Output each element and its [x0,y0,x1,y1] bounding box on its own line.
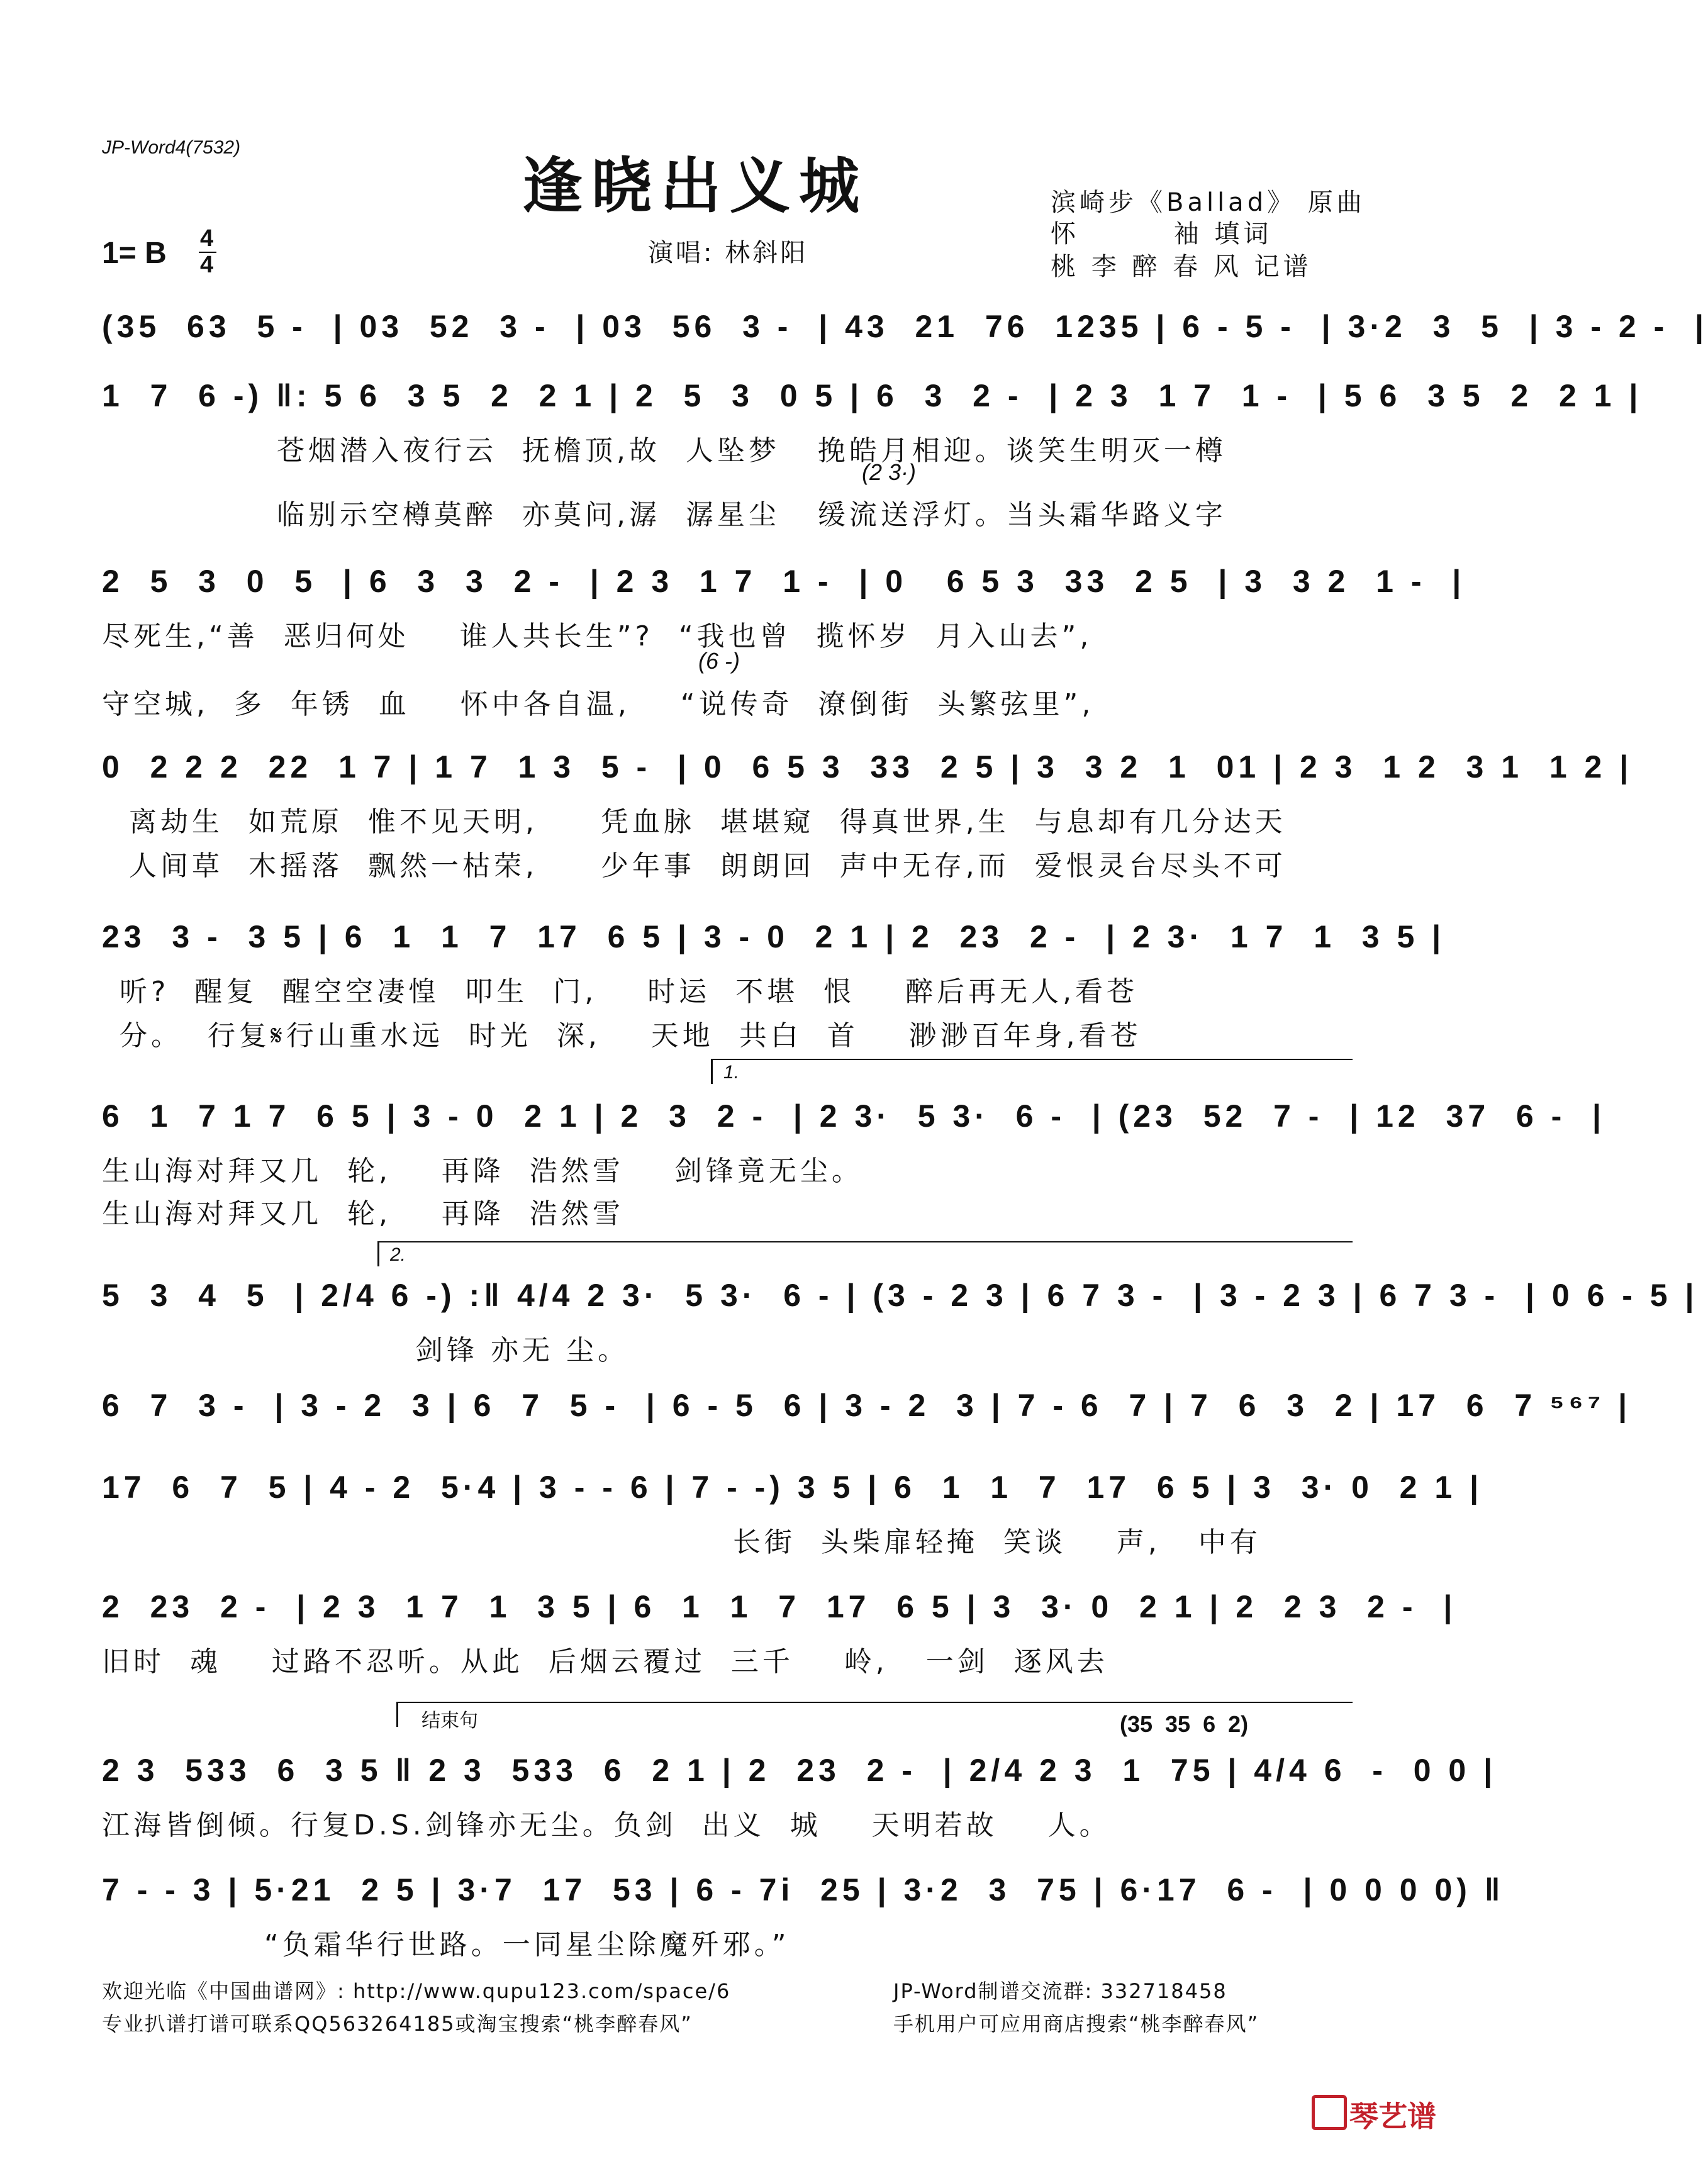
volta-1-label: 1. [723,1062,740,1083]
system-9-lyric-1: 长街 头柴扉轻掩 笑谈 声, 中有 [733,1526,1261,1558]
system-8-notes: 6 7 3 - | 3 - 2 3 | 6 7 5 - | 6 - 5 6 | 3 - 2 3 | 7 - 6 7 | 7 6 3 2 | 17 6 7 ⁵⁶⁷ | [102,1388,1632,1423]
system-7-notes: 5 3 4 5 | 2/4 6 -) :‖ 4/4 2 3· 5 3· 6 - | (3 - 2 3 | 6 7 3 - | 3 - 2 3 | 6 7 3 - | 0 6 - 5 | [102,1278,1699,1313]
system-2-lyric-2: 临别示空樽莫醉 亦莫问,潺 潺星尘 缓流送浮灯。当头霜华路义字 [277,499,1227,531]
system-6-lyric-1: 生山海对拜又几 轮, 再降 浩然雪 剑锋竟无尘。 [102,1155,863,1187]
system-5-notes: 23 3 - 3 5 | 6 1 1 7 17 6 5 | 3 - 0 2 1 | 2 23 2 - | 2 3· 1 7 1 3 5 | [102,919,1446,954]
credit-composer: 滨崎步《Ballad》 原曲 [1051,188,1366,217]
system-11-notes: 2 3 533 6 3 5 ‖ 2 3 533 6 2 1 | 2 23 2 - | 2/4 2 3 1 75 | 4/4 6 - 0 0 | [102,1753,1497,1788]
system-1-notes: (35 63 5 - | 03 52 3 - | 03 56 3 - | 43 21 76 1235 | 6 - 5 - | 3·2 3 5 | 3 - 2 - | [102,309,1708,344]
system-10-lyric-1: 旧时 魂 过路不忍听。从此 后烟云覆过 三千 岭, 一剑 逐风去 [102,1646,1108,1678]
system-10-notes: 2 23 2 - | 2 3 1 7 1 3 5 | 6 1 1 7 17 6 5 | 3 3· 0 2 1 | 2 2 3 2 - | [102,1589,1457,1624]
credit-lyricist: 怀 袖 填词 [1051,220,1273,248]
system-6-lyric-2: 生山海对拜又几 轮, 再降 浩然雪 [102,1198,624,1230]
coda-line [396,1702,1353,1703]
footer-mobile: 手机用户可应用商店搜索“桃李醉春风” [893,2012,1259,2036]
system-11-paren: (35 35 6 2) [1120,1711,1249,1737]
footer-website: 欢迎光临《中国曲谱网》: http://www.qupu123.com/space/6 [102,1979,731,2003]
coda-hook [396,1702,398,1727]
footer-contact: 专业扒谱打谱可联系QQ563264185或淘宝搜索“桃李醉春风” [102,2012,693,2036]
time-signature-top: 4 [200,225,214,252]
page-title: 逢晓出义城 [522,150,868,221]
volta-2-hook [377,1241,379,1266]
system-2-notes: 1 7 6 -) ‖: 5 6 3 5 2 2 1 | 2 5 3 0 5 | 6 3 2 - | 2 3 1 7 1 - | 5 6 3 5 2 2 1 | [102,378,1643,413]
volta-2-line [377,1241,1353,1242]
brand-logo-icon [1312,2095,1347,2130]
volta-1-hook [711,1059,713,1084]
system-2-lyric-1: 苍烟潜入夜行云 抚檐顶,故 人坠梦 挽皓月相迎。谈笑生明灭一樽 [277,435,1227,467]
system-3-paren: (6 -) [698,648,740,674]
system-2-paren: (2 3·) [862,459,917,485]
key-signature: 1= B [102,237,167,270]
system-12-notes: 7 - - 3 | 5·21 2 5 | 3·7 17 53 | 6 - 7i 25 | 3·2 3 75 | 6·17 6 - | 0 0 0 0) ‖ [102,1872,1505,1907]
time-signature-bottom: 4 [200,252,214,278]
system-4-notes: 0 2 2 2 22 1 7 | 1 7 1 3 5 - | 0 6 5 3 33 2 5 | 3 3 2 1 01 | 2 3 1 2 3 1 1 2 | [102,749,1633,784]
volta-2-label: 2. [390,1244,406,1265]
system-3-lyric-2: 守空城, 多 年锈 血 怀中各自温, “说传奇 潦倒街 头繁弦里”, [102,688,1095,720]
footer-group: JP-Word制谱交流群: 332718458 [893,1979,1227,2003]
system-7-lyric-1: 剑锋 亦无 尘。 [415,1334,629,1366]
system-9-notes: 17 6 7 5 | 4 - 2 5·4 | 3 - - 6 | 7 - -) 3 5 | 6 1 1 7 17 6 5 | 3 3· 0 2 1 | [102,1470,1483,1505]
credit-transcriber: 桃 李 醉 春 风 记谱 [1051,252,1312,281]
system-6-notes: 6 1 7 1 7 6 5 | 3 - 0 2 1 | 2 3 2 - | 2 3· 5 3· 6 - | (23 52 7 - | 12 37 6 - | [102,1098,1606,1134]
singer-label: 演唱: 林斜阳 [648,238,808,267]
volta-1-line [711,1059,1353,1060]
software-label: JP-Word4(7532) [102,137,241,158]
system-11-lyric-1: 江海皆倒倾。行复D.S.剑锋亦无尘。负剑 出义 城 天明若故 人。 [102,1809,1111,1841]
brand-name: 琴艺谱 [1349,2099,1436,2133]
system-5-lyric-1: 听? 醒复 醒空空凄惶 叩生 门, 时运 不堪 恨 醉后再无人,看苍 [120,976,1139,1008]
system-4-lyric-2: 人间草 木摇落 飘然一枯荣, 少年事 朗朗回 声中无存,而 爱恨灵台尽头不可 [129,850,1287,882]
system-3-notes: 2 5 3 0 5 | 6 3 3 2 - | 2 3 1 7 1 - | 0 6 5 3 33 2 5 | 3 3 2 1 - | [102,564,1466,599]
system-3-lyric-1: 尽死生,“善 恶归何处 谁人共长生”? “我也曾 揽怀岁 月入山去”, [102,620,1093,652]
system-12-lyric-1: “负霜华行世路。一同星尘除魔歼邪。” [264,1929,790,1961]
system-5-lyric-2: 分。 行复𝄋行山重水远 时光 深, 天地 共白 首 渺渺百年身,看苍 [120,1020,1142,1052]
system-4-lyric-1: 离劫生 如荒原 惟不见天明, 凭血脉 堪堪窥 得真世界,生 与息却有几分达天 [129,806,1287,838]
coda-marker: 结束句 [421,1711,478,1731]
